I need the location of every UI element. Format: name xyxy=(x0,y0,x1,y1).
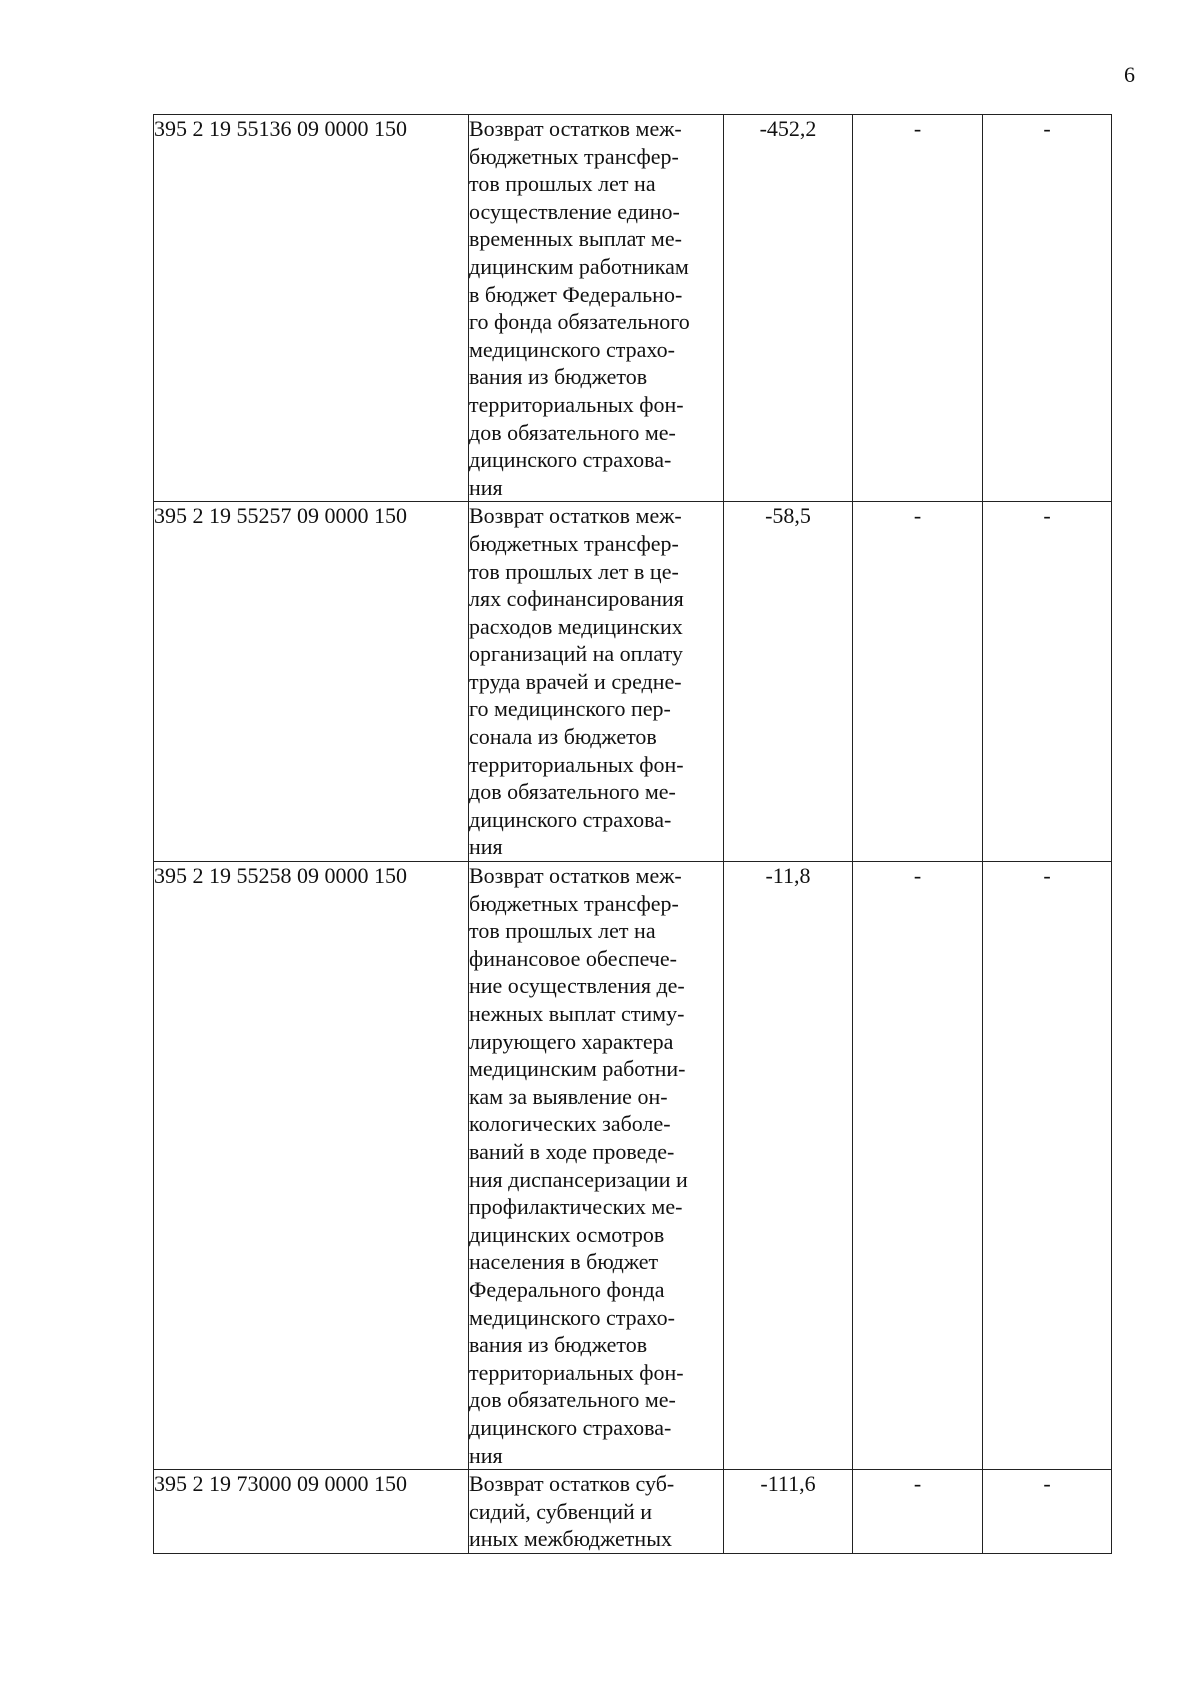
amount-year-3-value: - xyxy=(983,115,1112,502)
description-line: ния xyxy=(469,1442,503,1468)
amount-value: -58,5 xyxy=(724,502,853,862)
description-line: сонала из бюджетов xyxy=(469,724,657,750)
description-line: дов обязательного ме- xyxy=(469,779,676,805)
description-line: дицинским работникам xyxy=(469,253,689,279)
description-line: ваний в ходе проведе- xyxy=(469,1138,675,1164)
description-line: ния xyxy=(469,834,503,860)
amount-year-2-value: - xyxy=(853,502,983,862)
description-line: осуществление едино- xyxy=(469,198,680,224)
table-row xyxy=(154,115,1112,502)
description-line: го фонда обязательного xyxy=(469,309,690,335)
revenue-description xyxy=(469,115,724,502)
description-line: Возврат остатков меж- xyxy=(469,116,682,141)
amount-year-3-value: - xyxy=(983,862,1112,1470)
description-line: иных межбюджетных xyxy=(469,1526,672,1552)
description-line: населения в бюджет xyxy=(469,1249,659,1275)
description-line: го медицинского пер- xyxy=(469,696,671,722)
classification-code: 395 2 19 73000 09 0000 150 xyxy=(154,1470,469,1554)
table-row xyxy=(154,862,1112,1470)
description-line: временных выплат ме- xyxy=(469,226,682,252)
description-line: Возврат остатков суб- xyxy=(469,1471,675,1497)
amount-value: -111,6 xyxy=(724,1470,853,1554)
description-line: дицинского страхова- xyxy=(469,447,672,473)
description-line: лях софинансирования xyxy=(469,586,684,612)
amount-value: -452,2 xyxy=(724,115,853,502)
description-line: труда врачей и средне- xyxy=(469,668,682,694)
description-line: финансовое обеспече- xyxy=(469,945,678,971)
description-line: Возврат остатков меж- xyxy=(469,503,682,529)
description-line: ния xyxy=(469,474,503,500)
description-line: ния диспансеризации и xyxy=(469,1166,688,1192)
revenue-description xyxy=(469,1470,724,1554)
amount-year-2-value: - xyxy=(853,1470,983,1554)
description-line: дицинских осмотров xyxy=(469,1221,665,1247)
table-row xyxy=(154,1470,1112,1554)
description-line: дов обязательного ме- xyxy=(469,419,676,445)
amount-value: -11,8 xyxy=(724,862,853,1470)
description-line: дицинского страхова- xyxy=(469,806,672,832)
description-line: бюджетных трансфер- xyxy=(469,530,679,556)
amount-year-3-value: - xyxy=(983,502,1112,862)
revenue-description xyxy=(469,862,724,1470)
description-line: тов прошлых лет на xyxy=(469,918,656,944)
description-line: профилактических ме- xyxy=(469,1194,683,1220)
description-line: Возврат остатков меж- xyxy=(469,863,682,889)
table-row xyxy=(154,502,1112,862)
amount-year-3-value: - xyxy=(983,1470,1112,1554)
description-line: медицинским работни- xyxy=(469,1056,686,1082)
description-line: территориальных фон- xyxy=(469,391,684,417)
description-line: вания из бюджетов xyxy=(469,1332,648,1358)
description-line: территориальных фон- xyxy=(469,751,684,777)
description-line: кологических заболе- xyxy=(469,1111,671,1137)
description-line: тов прошлых лет в це- xyxy=(469,558,679,584)
description-line: расходов медицинских xyxy=(469,613,683,639)
table-body xyxy=(154,115,1112,1554)
page-number: 6 xyxy=(1124,62,1135,87)
classification-code: 395 2 19 55257 09 0000 150 xyxy=(154,502,469,862)
description-line: тов прошлых лет на xyxy=(469,171,656,197)
description-line: дов обязательного ме- xyxy=(469,1387,676,1413)
description-line: сидий, субвенций и xyxy=(469,1498,653,1524)
budget-table xyxy=(153,114,1112,1554)
revenue-description xyxy=(469,502,724,862)
description-line: медицинского страхо- xyxy=(469,1304,675,1330)
description-line: нежных выплат стиму- xyxy=(469,1001,685,1026)
description-line: Федерального фонда xyxy=(469,1276,665,1302)
description-line: в бюджет Федерально- xyxy=(469,281,683,307)
amount-year-2-value: - xyxy=(853,862,983,1470)
description-line: бюджетных трансфер- xyxy=(469,890,679,916)
description-line: ние осуществления де- xyxy=(469,973,685,999)
description-line: лирующего характера xyxy=(469,1028,674,1054)
description-line: бюджетных трансфер- xyxy=(469,143,679,169)
description-line: территориальных фон- xyxy=(469,1359,684,1385)
description-line: вания из бюджетов xyxy=(469,364,648,390)
description-line: медицинского страхо- xyxy=(469,336,675,362)
amount-year-2-value: - xyxy=(853,115,983,502)
description-line: организаций на оплату xyxy=(469,641,683,667)
description-line: дицинского страхова- xyxy=(469,1414,672,1440)
description-line: кам за выявление он- xyxy=(469,1083,668,1109)
classification-code: 395 2 19 55258 09 0000 150 xyxy=(154,862,469,1470)
classification-code: 395 2 19 55136 09 0000 150 xyxy=(154,115,469,502)
